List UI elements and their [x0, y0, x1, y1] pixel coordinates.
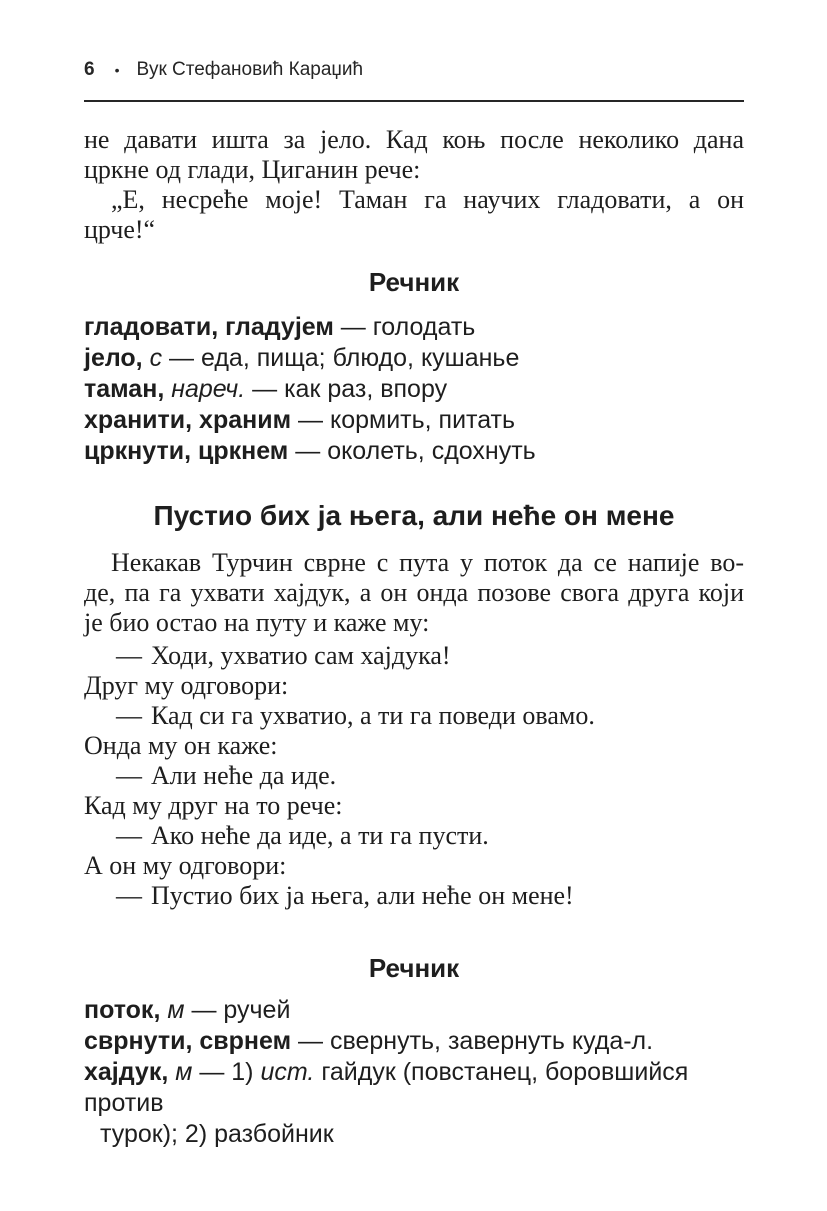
dialogue-text: Али неће да иде.	[151, 761, 337, 790]
running-title: Вук Стефановић Караџић	[136, 59, 364, 80]
dialogue-text: Друг му одговори:	[84, 671, 289, 700]
vocab-entry: таман, нареч. — как раз, впору	[84, 375, 448, 403]
text-line: је био остао на путу и каже му:	[84, 608, 430, 637]
dialogue-line	[84, 881, 744, 911]
running-header	[84, 0, 744, 81]
em-dash: —	[116, 821, 142, 850]
text-line: цркне од глади, Циганин рече:	[84, 155, 421, 184]
dialogue-text: Ходи, ухватио сам хајдука!	[151, 641, 451, 670]
dialogue-text: Кад му друг на то рече:	[84, 791, 343, 820]
text-line: црче!“	[84, 215, 156, 244]
dialogue-text: А он му одговори:	[84, 851, 287, 880]
dialogue-line	[84, 761, 744, 791]
dialogue-text: Пустио бих ја њега, али неће он мене!	[151, 881, 574, 910]
em-dash: —	[116, 761, 142, 790]
header-bullet: •	[114, 62, 120, 78]
vocabulary-heading: Речник	[368, 267, 460, 297]
dialogue	[84, 641, 744, 911]
page-number: 6	[84, 59, 95, 80]
vocabulary-list	[84, 995, 744, 1150]
dialogue-text: Кад си га ухватио, а ти га поведи овамо.	[151, 701, 595, 730]
dialogue-line	[84, 821, 744, 851]
vocab-entry: хранити, храним — кормить, питать	[84, 406, 516, 434]
em-dash: —	[116, 701, 142, 730]
dialogue-line	[84, 671, 744, 701]
vocab-entry: гладовати, гладујем — голодать	[84, 313, 476, 341]
vocabulary-list	[84, 312, 744, 467]
vocab-entry: поток, м — ручей	[84, 996, 291, 1024]
dialogue-line	[84, 641, 744, 671]
dialogue-line	[84, 791, 744, 821]
intro-paragraph-2	[84, 185, 744, 245]
page-content	[84, 0, 744, 1150]
vocab-entry: сврнути, сврнем — свернуть, завернуть куда-л.	[84, 1027, 654, 1055]
dialogue-line	[84, 851, 744, 881]
dialogue-line	[84, 701, 744, 731]
story-paragraph	[84, 548, 744, 638]
vocab-entry-wrap: турок); 2) разбойник	[100, 1120, 334, 1148]
dialogue-line	[84, 731, 744, 761]
text-line: не давати ишта за јело. Кад коњ после неколико дана	[84, 125, 744, 154]
em-dash: —	[116, 881, 142, 910]
text-line: де, па га ухвати хајдук, а он онда позове свога друга који	[84, 578, 744, 607]
header-rule	[84, 100, 744, 102]
em-dash: —	[116, 641, 142, 670]
vocab-entry: хајдук, м — 1) ист. гайдук (повстанец, боровшийся против	[84, 1058, 689, 1117]
vocab-entry: јело, с — еда, пища; блюдо, кушанье	[84, 344, 520, 372]
intro-paragraph-1	[84, 125, 744, 185]
vocabulary-heading: Речник	[368, 953, 460, 983]
dialogue-text: Онда му он каже:	[84, 731, 278, 760]
dialogue-text: Ако неће да иде, а ти га пусти.	[151, 821, 489, 850]
text-line: „Е, несреће моје! Таман га научих гладовати, а он	[111, 185, 744, 214]
story-title: Пустио бих ја њега, али неће он мене	[153, 500, 675, 531]
vocab-entry: цркнути, цркнем — околеть, сдохнуть	[84, 437, 536, 465]
text-line: Некакав Турчин сврне с пута у поток да се напије во-	[111, 548, 744, 577]
